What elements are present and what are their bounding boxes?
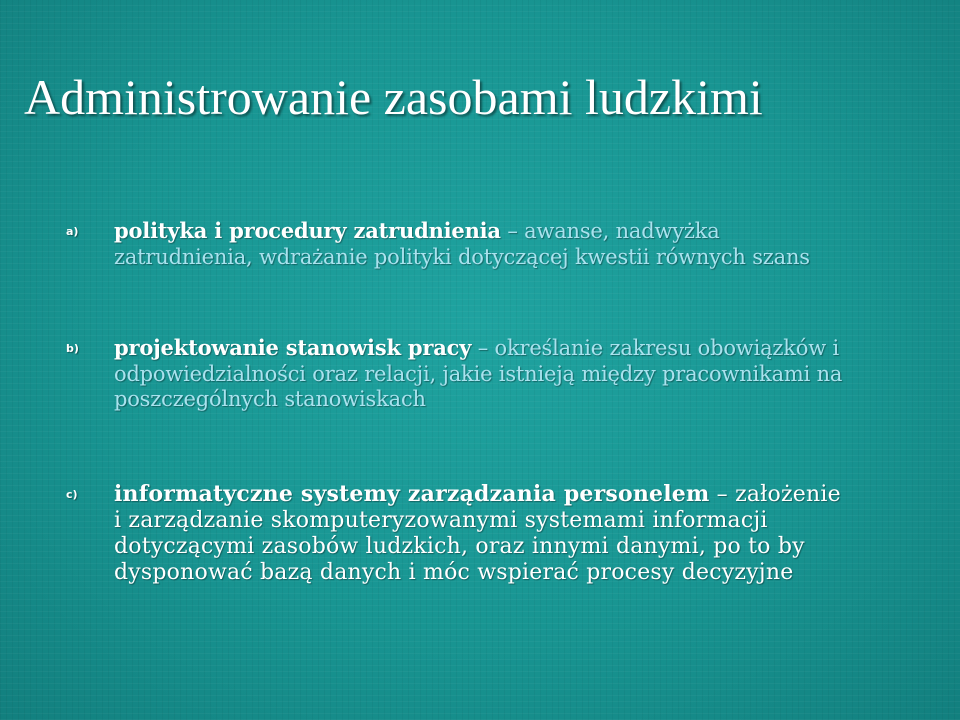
list-item-a-description: – awanse, nadwyżka zatrudnienia, wdrażanie polityki dotyczącej kwestii równych szans [114,219,810,269]
list-item-b-description: – określanie zakresu obowiązków i odpowiedzialności oraz relacji, jakie istnieją między pracownikami na poszczególnych stanowiskach [114,336,843,411]
list-item-b-lead: projektowanie stanowisk pracy [114,335,472,360]
list-item-c-description: – założenie i zarządzanie skomputeryzowanymi systemami informacji dotyczącymi zasobów ludzkich, oraz innymi danymi, po to by dysponować bazą danych i móc wspierać procesy decyzyjne [114,482,841,585]
list-marker-c: c) [66,488,78,501]
list-item-b-text [114,335,849,413]
slide-title: Administrowanie zasobami ludzkimi [24,69,763,125]
list-item-c-lead: informatyczne systemy zarządzania personelem [114,481,710,507]
list-item-c-text [114,481,849,586]
list-marker-a: a) [66,225,79,238]
list-marker-b: b) [66,342,79,355]
list-item-a-lead: polityka i procedury zatrudnienia [114,218,501,243]
list-item-a-text [114,218,849,270]
